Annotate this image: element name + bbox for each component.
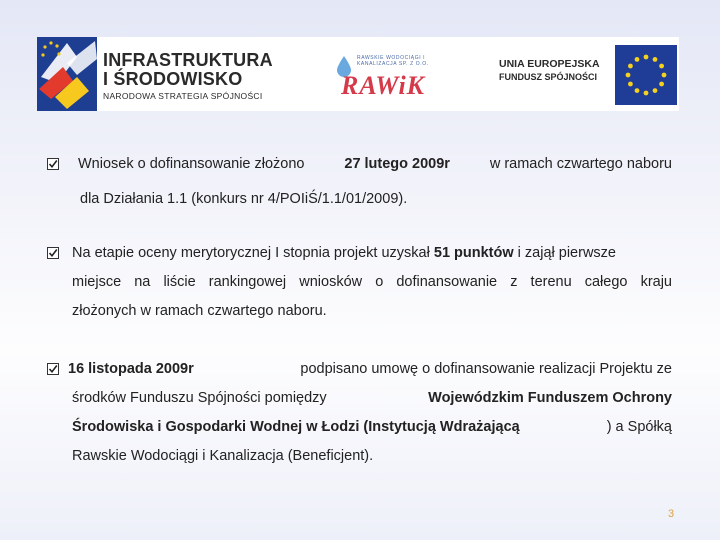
item-1-line-2: dla Działania 1.1 (konkurs nr 4/POIiŚ/1.1/01/2009). <box>80 191 408 207</box>
logo-bar <box>37 37 679 111</box>
eu-star <box>626 73 631 78</box>
eu-star <box>628 82 633 87</box>
item-3-text-c: środków Funduszu Spójności pomiędzy <box>72 390 327 406</box>
page-number: 3 <box>668 508 675 520</box>
item-2-line-1 <box>72 245 616 261</box>
item-2-text-a: Na etapie oceny merytorycznej I stopnia projekt uzyskał <box>72 245 434 261</box>
infra-title-line2: I ŚRODOWISKO <box>103 69 243 89</box>
eu-star <box>653 88 658 93</box>
eu-star <box>659 64 664 69</box>
item-3-institution: Środowiska i Gospodarki Wodnej w Łodzi (Instytucją Wdrażającą <box>72 419 520 435</box>
eu-star <box>644 91 649 96</box>
infra-subtitle: NARODOWA STRATEGIA SPÓJNOŚCI <box>103 91 263 101</box>
checkbox-checked-icon <box>47 158 59 170</box>
rawik-tagline: RAWSKIE WODOCIĄGI I KANALIZACJA SP. Z O.O. <box>357 55 429 67</box>
eu-flag-icon <box>615 45 677 105</box>
checkbox-checked-icon <box>47 363 59 375</box>
eu-line2: FUNDUSZ SPÓJNOŚCI <box>499 72 598 82</box>
item-3-line-3 <box>72 419 672 435</box>
item-1-line-1 <box>78 156 672 172</box>
item-2-line-2: miejsce na liście rankingowej wniosków o dofinansowanie z terenu całego kraju <box>72 274 672 290</box>
item-3-line-2 <box>72 390 672 406</box>
item-2-line-3: złożonych w ramach czwartego naboru. <box>72 303 327 319</box>
eu-star <box>659 82 664 87</box>
infra-title-line1: INFRASTRUKTURA <box>103 50 273 70</box>
item-1-text-a: Wniosek o dofinansowanie złożono <box>78 156 305 172</box>
infrastruktura-logo-icon <box>37 37 107 111</box>
item-3-fund-name: Wojewódzkim Funduszem Ochrony <box>428 390 672 406</box>
rawik-logo <box>335 53 447 103</box>
infrastruktura-text <box>103 51 273 101</box>
rawik-name: RAWiK <box>341 71 426 100</box>
item-1-date: 27 lutego 2009r <box>344 156 450 172</box>
item-3-line-1 <box>68 361 672 377</box>
item-3-line-4: Rawskie Wodociągi i Kanalizacja (Beneficjent). <box>72 448 374 464</box>
eu-star <box>662 73 667 78</box>
eu-star <box>635 57 640 62</box>
checkbox-checked-icon <box>47 247 59 259</box>
eu-text <box>499 58 600 83</box>
eu-star <box>635 88 640 93</box>
item-2-points: 51 punktów <box>433 245 514 261</box>
eu-star <box>653 57 658 62</box>
eu-star <box>644 55 649 60</box>
eu-star <box>628 64 633 69</box>
eu-line1: UNIA EUROPEJSKA <box>499 58 600 70</box>
item-1-text-c: w ramach czwartego naboru <box>489 156 672 172</box>
item-2-text-c: i zajął pierwsze <box>513 245 616 261</box>
item-3-text-d: ) a Spółką <box>606 419 672 435</box>
item-3-text-b: podpisano umowę o dofinansowanie realizacji Projektu ze <box>300 361 672 377</box>
item-3-date: 16 listopada 2009r <box>68 361 194 377</box>
